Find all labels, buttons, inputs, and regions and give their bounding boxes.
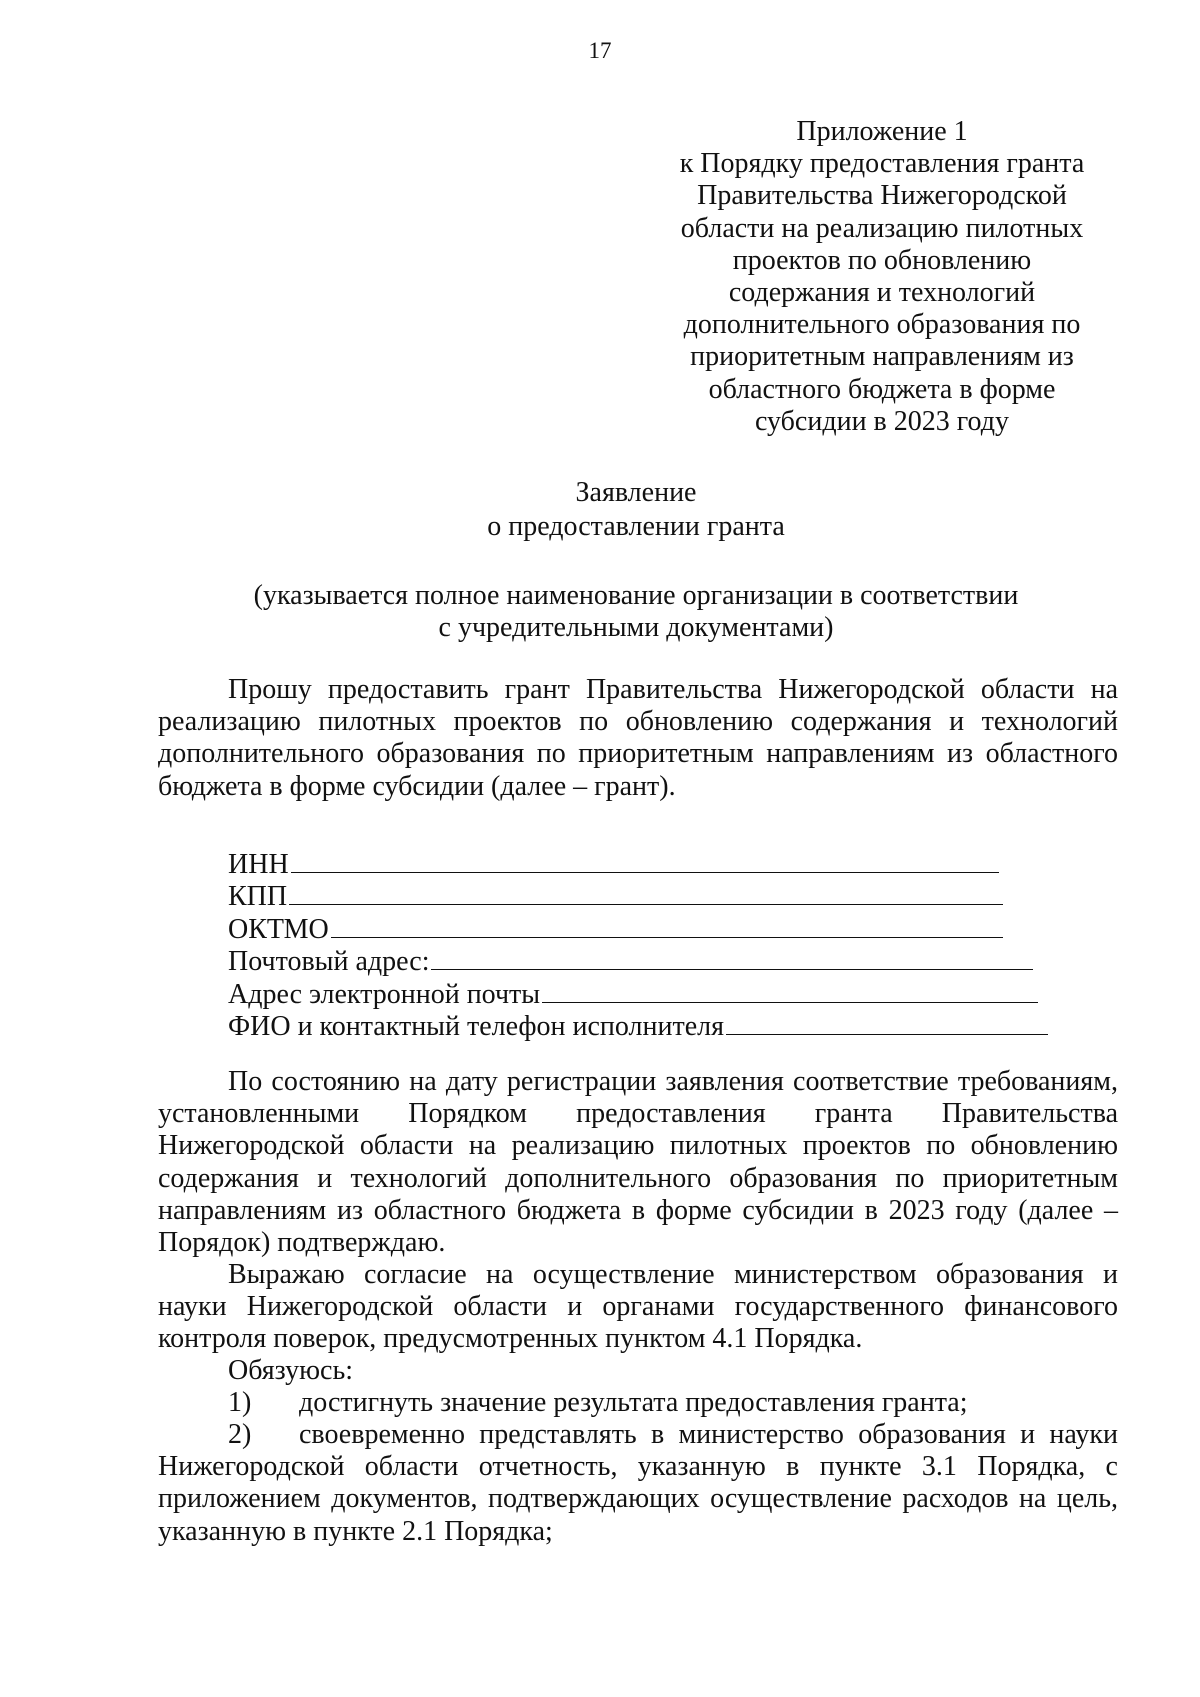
annex-line: дополнительного образования по (683, 309, 1081, 341)
oktmo-field (228, 912, 1068, 944)
annex-line: областного бюджета в форме (708, 373, 1056, 405)
annex-line: Приложение 1 (796, 116, 968, 147)
annex-line: области на реализацию пилотных (680, 212, 1084, 244)
obligation-number: 1) (228, 1387, 252, 1418)
kpp-label: КПП (228, 881, 288, 913)
contact-label: ФИО и контактный телефон исполнителя (228, 1010, 724, 1042)
obligation-item (158, 1419, 1118, 1548)
kpp-blank-line[interactable] (289, 879, 1003, 905)
postal-address-label: Почтовый адрес: (228, 946, 430, 978)
title-line-1: Заявление (575, 477, 697, 508)
obligation-text: достигнуть значение результата предоставления гранта; (299, 1387, 968, 1418)
consent-paragraph: Выражаю согласие на осуществление министерством образования и науки Нижегородской области и органами государственного финансового контроля поверок, предусмотренных пунктом 4.1 Порядка. (158, 1259, 1118, 1355)
postal-address-blank-line[interactable] (431, 944, 1033, 970)
title-line-2: о предоставлении гранта (487, 511, 785, 542)
contact-blank-line[interactable] (726, 1009, 1048, 1035)
email-field (228, 977, 1068, 1009)
inn-label: ИНН (228, 849, 289, 880)
page-number: 17 (588, 38, 612, 63)
email-blank-line[interactable] (542, 977, 1038, 1003)
annex-line: к Порядку предоставления гранта (679, 148, 1085, 180)
oktmo-label: ОКТМО (228, 913, 329, 945)
inn-field (228, 847, 1068, 879)
annex-line: содержания и технологий (728, 277, 1036, 309)
annex-line: проектов по обновлению (732, 244, 1032, 276)
annex-line: приоритетным направлениям из (690, 341, 1074, 373)
requisites-fields (228, 847, 1068, 1041)
annex-header (667, 116, 1097, 438)
hint-line-2: с учредительными документами) (438, 612, 834, 643)
hint-line-1: (указывается полное наименование организации в соответствии (253, 580, 1019, 611)
postal-address-field (228, 944, 1068, 976)
obligation-number: 2) (228, 1419, 252, 1450)
oktmo-blank-line[interactable] (331, 912, 1003, 938)
inn-blank-line[interactable] (291, 847, 999, 873)
annex-line: субсидии в 2023 году (754, 405, 1009, 437)
request-paragraph: Прошу предоставить грант Правительства Нижегородской области на реализацию пилотных проектов по обновлению содержания и технологий дополнительного образования по приоритетным направлениям из областного бюджета в форме субсидии (далее – грант). (158, 674, 1118, 802)
contact-field (228, 1009, 1068, 1041)
email-label: Адрес электронной почты (228, 978, 541, 1010)
obligation-text: своевременно представлять в министерство образования и науки Нижегородской области отчетность, указанную в пункте 3.1 Порядка, с приложением документов, подтверждающих осуществление расходов на цель, указанную в пункте 2.1 Порядка; (158, 1419, 1118, 1547)
organization-name-hint (0, 580, 1200, 644)
obligation-item (228, 1387, 1118, 1419)
document-title (0, 476, 1200, 544)
obligation-heading: Обязуюсь: (228, 1355, 354, 1386)
compliance-paragraph: По состоянию на дату регистрации заявления соответствие требованиям, установленными Порядком предоставления гранта Правительства Нижегородской области на реализацию пилотных проектов по обновлению содержания и технологий дополнительного образования по приоритетным направлениям из областного бюджета в форме субсидии в 2023 году (далее – Порядок) подтверждаю. (158, 1066, 1118, 1259)
kpp-field (228, 879, 1068, 911)
annex-line: Правительства Нижегородской (697, 180, 1067, 212)
